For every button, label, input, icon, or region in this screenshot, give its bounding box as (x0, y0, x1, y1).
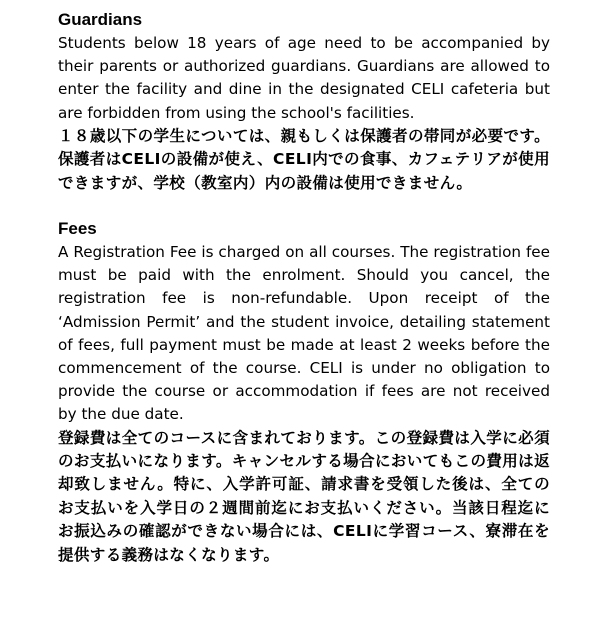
guardians-heading: Guardians (58, 10, 143, 29)
fees-heading: Fees (58, 219, 97, 239)
document-page (58, 8, 550, 567)
fees-english-text: A Registration Fee is charged on all courses. The registration fee must be paid with the enrolment. Should you cancel, the registration fee is non-refundable. Upon receipt of the ‘Admission Permit’ and the student invoice, detailing statement of fees, full payment must be made at least 2 weeks before the commencement of the course. CELI is under no obligation to provide the course or accommodation if fees are not received by the due date. (58, 243, 550, 424)
guardians-english-text: Students below 18 years of age need to be accompanied by their parents or authorized guardians. Guardians are allowed to enter the facility and dine in the designated CELI cafeteria but are forbidden from using the school's facilities. (58, 34, 550, 122)
fees-section (58, 217, 550, 567)
section-spacer (58, 195, 550, 217)
guardians-section (58, 8, 550, 195)
guardians-japanese-text: １８歳以下の学生については、親もしくは保護者の帯同が必要です。保護者はCELIの設備が使え、CELI内での食事、カフェテリアが使用できますが、学校（教室内）内の設備は使用できません。 (58, 126, 550, 192)
fees-japanese-text: 登録費は全てのコースに含まれております。この登録費は入学に必須のお支払いになります。キャンセルする場合においてもこの費用は返却致しません。特に、入学許可証、請求書を受領した後は、全てのお支払いを入学日の２週間前迄にお支払いください。当該日程迄にお振込みの確認ができない場合には、CELIに学習コース、寮滞在を提供する義務はなくなります。 (58, 428, 550, 564)
